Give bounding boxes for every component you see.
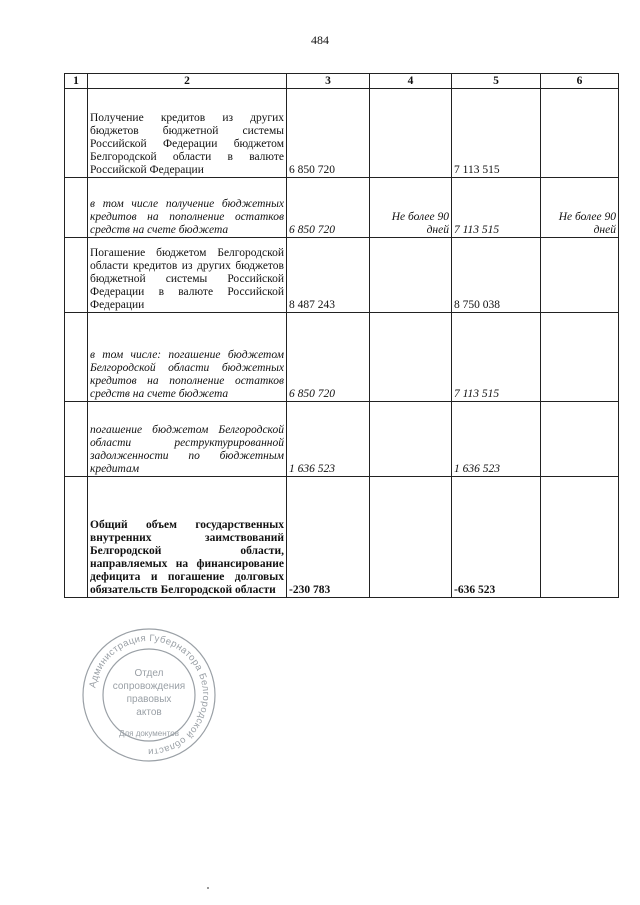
- table-row: [65, 402, 619, 477]
- row-number-cell: [65, 402, 88, 477]
- stamp-seal-icon: [80, 626, 218, 764]
- header-col-2: 2: [88, 74, 287, 89]
- official-stamp: [80, 626, 218, 764]
- row-number-cell: [65, 89, 88, 178]
- value-col-3: 8 487 243: [287, 238, 370, 313]
- value-col-5: 8 750 038: [452, 238, 541, 313]
- value-col-6: [541, 238, 619, 313]
- table-header-row: [65, 74, 619, 89]
- value-col-6: Не более 90 дней: [541, 178, 619, 238]
- value-col-6: [541, 313, 619, 402]
- value-col-6: [541, 477, 619, 598]
- value-col-4: [370, 402, 452, 477]
- page-number: 484: [311, 33, 329, 47]
- stamp-bottom-text: Для документов: [119, 729, 179, 738]
- value-col-6: [541, 402, 619, 477]
- table-row: [65, 238, 619, 313]
- header-col-6: 6: [541, 74, 619, 89]
- value-col-5: 7 113 515: [452, 313, 541, 402]
- value-col-5: 1 636 523: [452, 402, 541, 477]
- value-col-4: [370, 89, 452, 178]
- value-col-4: [370, 477, 452, 598]
- stamp-outer-text: Администрация Губернатора Белгородской области: [87, 632, 212, 758]
- header-col-3: 3: [287, 74, 370, 89]
- row-number-cell: [65, 313, 88, 402]
- value-col-6: [541, 89, 619, 178]
- table-row: [65, 477, 619, 598]
- value-col-3: 6 850 720: [287, 178, 370, 238]
- value-col-5: 7 113 515: [452, 178, 541, 238]
- row-number-cell: [65, 238, 88, 313]
- value-col-3: 6 850 720: [287, 89, 370, 178]
- row-description: в том числе получение бюджетных кредитов на пополнение остатков средств на счете бюджета: [88, 178, 287, 238]
- stamp-line-2: сопровождения: [112, 681, 186, 692]
- row-number-cell: [65, 178, 88, 238]
- table-row: [65, 89, 619, 178]
- header-col-5: 5: [452, 74, 541, 89]
- stamp-line-1: Отдел: [134, 668, 164, 679]
- scan-speck: [207, 887, 209, 889]
- row-description: в том числе: погашение бюджетом Белгородской области бюджетных кредитов на пополнение остатков средств на счете бюджета: [88, 313, 287, 402]
- value-col-4: [370, 238, 452, 313]
- stamp-line-3: правовых: [126, 694, 172, 705]
- budget-table: [64, 73, 619, 598]
- header-col-4: 4: [370, 74, 452, 89]
- header-col-1: 1: [65, 74, 88, 89]
- value-col-3: 6 850 720: [287, 313, 370, 402]
- value-col-4: [370, 313, 452, 402]
- row-description: погашение бюджетом Белгородской области реструктурированной задолженности по бюджетным кредитам: [88, 402, 287, 477]
- row-description: Общий объем государственных внутренних заимствований Белгородской области, направляемых на финансирование дефицита и погашение долговых обязательств Белгородской области: [88, 477, 287, 598]
- table-row: [65, 313, 619, 402]
- row-number-cell: [65, 477, 88, 598]
- value-col-4: Не более 90 дней: [370, 178, 452, 238]
- value-col-3: 1 636 523: [287, 402, 370, 477]
- row-description: Получение кредитов из других бюджетов бюджетной системы Российской Федерации бюджетом Белгородской области в валюте Российской Федерации: [88, 89, 287, 178]
- table-row: [65, 178, 619, 238]
- value-col-5: -636 523: [452, 477, 541, 598]
- row-description: Погашение бюджетом Белгородской области кредитов из других бюджетов бюджетной системы Российской Федерации в валюте Российской Федерации: [88, 238, 287, 313]
- value-col-5: 7 113 515: [452, 89, 541, 178]
- stamp-line-4: актов: [136, 707, 162, 718]
- value-col-3: -230 783: [287, 477, 370, 598]
